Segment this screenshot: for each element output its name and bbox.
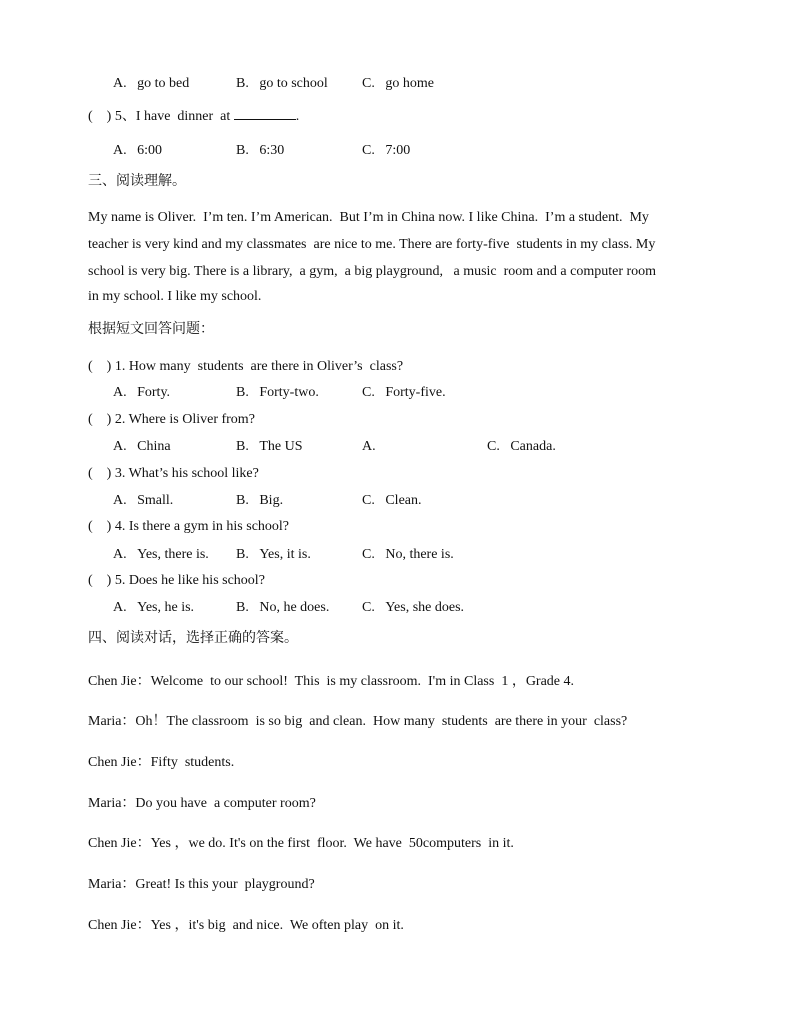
reading-question-4: ( ) 4. Is there a gym in his school? [88, 519, 290, 534]
rq3-option-b: B. Big. [236, 493, 284, 508]
rq1-option-b: B. Forty-two. [236, 385, 319, 400]
rq4-option-a: A. Yes, there is. [113, 547, 209, 562]
passage-line: My name is Oliver. I’m ten. I’m American. But I’m in China now. I like China. I’m a student. My [88, 210, 649, 225]
question-5-end: . [295, 109, 300, 124]
dialogue-line: Chen Jie：Yes ，we do. It's on the first floor. We have 50computers in it. [88, 836, 514, 851]
rq3-option-c: C. Clean. [362, 493, 422, 508]
rq5-option-b: B. No, he does. [236, 600, 330, 615]
rq2-option-c: A. [362, 439, 376, 454]
q5-option-a: A. 6:00 [113, 143, 162, 158]
answer-blank[interactable] [234, 107, 296, 120]
passage-line: school is very big. There is a library, a gym, a big playground, a music room and a computer room [88, 264, 657, 279]
dialogue-line: Chen Jie：Yes ，it's big and nice. We often play on it. [88, 918, 404, 933]
rq5-option-a: A. Yes, he is. [113, 600, 195, 615]
rq2-option-a: A. China [113, 439, 171, 454]
dialogue-line: Maria：Oh！The classroom is so big and clean. How many students are there in your class? [88, 714, 628, 729]
question-5 [88, 107, 299, 126]
dialogue-line: Maria：Do you have a computer room? [88, 796, 316, 811]
question-5-prompt: ( ) 5、I have dinner at [88, 109, 234, 124]
rq1-option-c: C. Forty-five. [362, 385, 446, 400]
rq4-option-b: B. Yes, it is. [236, 547, 311, 562]
passage-line: in my school. I like my school. [88, 289, 262, 304]
reading-question-1: ( ) 1. How many students are there in Oliver’s class? [88, 359, 404, 374]
rq4-option-c: C. No, there is. [362, 547, 454, 562]
q5-option-b: B. 6:30 [236, 143, 285, 158]
q5-option-c: C. 7:00 [362, 143, 411, 158]
reading-passage [88, 204, 708, 309]
reading-question-3: ( ) 3. What’s his school like? [88, 466, 259, 481]
dialogue-line: Chen Jie：Fifty students. [88, 755, 235, 770]
passage-line: teacher is very kind and my classmates are nice to me. There are forty-five students in my class. My [88, 237, 656, 252]
rq1-option-a: A. Forty. [113, 385, 171, 400]
section-3-title: 三、阅读理解。 [88, 173, 186, 189]
rq5-option-c: C. Yes, she does. [362, 600, 465, 615]
prev-option-b: B. go to school [236, 76, 328, 91]
prev-option-a: A. go to bed [113, 76, 190, 91]
rq2-option-d: C. Canada. [487, 439, 556, 454]
reading-question-2: ( ) 2. Where is Oliver from? [88, 412, 255, 427]
dialogue-line: Chen Jie：Welcome to our school! This is my classroom. I'm in Class 1 ，Grade 4. [88, 674, 575, 689]
dialogue-line: Maria：Great! Is this your playground? [88, 877, 315, 892]
prev-option-c: C. go home [362, 76, 434, 91]
section-4-title: 四、阅读对话，选择正确的答案。 [88, 630, 298, 646]
section-3-instruction: 根据短文回答问题： [88, 321, 214, 337]
rq2-option-b: B. The US [236, 439, 303, 454]
rq3-option-a: A. Small. [113, 493, 174, 508]
reading-question-5: ( ) 5. Does he like his school? [88, 573, 265, 588]
